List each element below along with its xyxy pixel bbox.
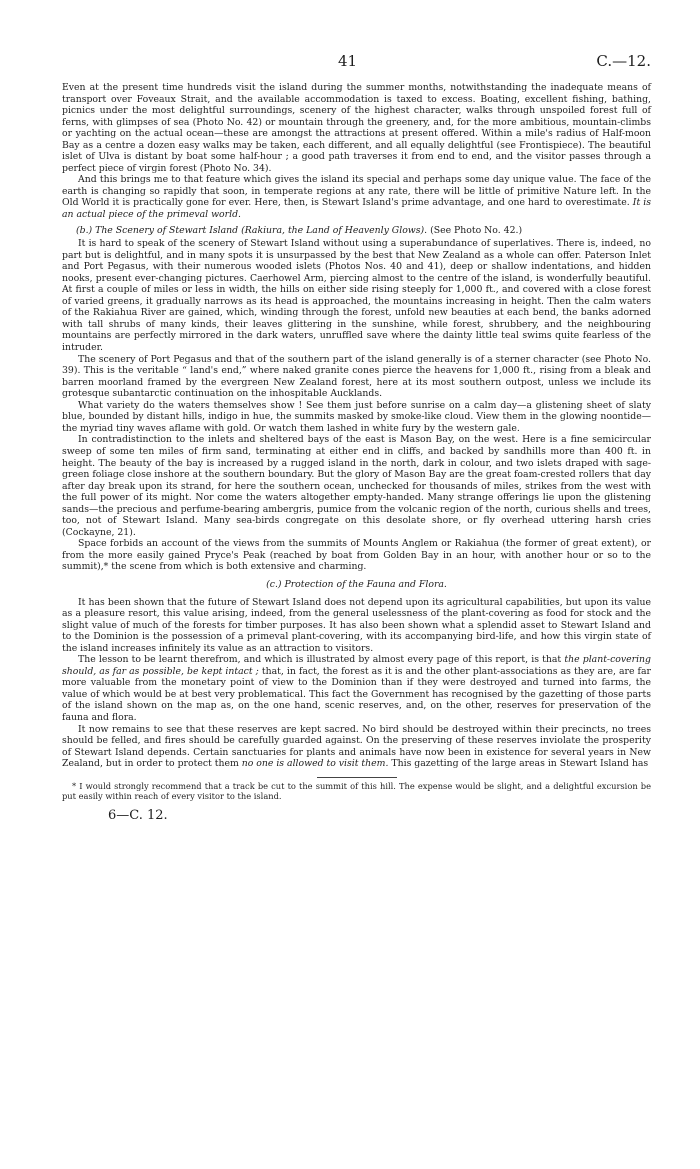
page-header [62,52,651,82]
paragraph-text: This gazetting of the large areas in Stewart Island has [391,758,649,770]
paragraph: The scenery of Port Pegasus and that of the southern part of the island generally is of a sterner character (see Photo No. 39). This is the veritable “ land's end,” where naked granite cones pierce the heavens for 1,000 ft., rising from a bleak and barren moorland framed by the evergreen New Zealand forest, here at its most southern outpost, unless we include its grotesque subantarctic continuation on the inhospitable Aucklands. [62,353,651,400]
footnote: * I would strongly recommend that a track be cut to the summit of this hill. The expense would be slight, and a delightful excursion be put easily within reach of every visitor to the island. [62,780,651,802]
paragraph [62,724,651,770]
paragraph: It has been shown that the future of Stewart Island does not depend upon its agricultural capabilities, but upon its value as a pleasure resort, this value arising, indeed, from the general uselessness of the plant-covering as food for stock and the slight value of much of the forests for timber purposes. It has also been shown what a splendid asset to Stewart Island and to the Dominion is the possession of a primeval plant-covering, with its accompanying bird-life, and how this virgin state of the island increases infinitely its value as an attraction to visitors. [62,596,651,654]
paragraph-text: The lesson to be learnt therefrom, and which is illustrated by almost every page of this report, is that [78,654,562,666]
section-heading-b [62,225,651,237]
footnote-divider [317,777,397,778]
italic-emphasis: no one is allowed to visit them. [241,758,389,770]
paragraph: In contradistinction to the inlets and sheltered bays of the east is Mason Bay, on the west. Here is a fine semicircular sweep of some ten miles of firm sand, terminating at either end in cliffs, and backed by sandhills more than 400 ft. in height. The beauty of the bay is increased by a rugged island in the north, dark in colour, and two islets draped with sage-green foliage close inshore at the southern boundary. But the glory of Mason Bay are the great foam-crested rollers that day after day break upon its strand, for here the southern ocean, unchecked for thousands of miles, strikes from the west with the full power of its might. Nor come the waters altogether empty-handed. Many strange offerings lie upon the glistening sands—the precious and perfume-bearing ambergris, pumice from the volcanic region of the north, curious shells and trees, too, not of Stewart Island. Many sea-birds congregate on this desolate shore, or fly overhead uttering harsh cries (Cockayne, 21). [62,434,651,538]
paragraph: What variety do the waters themselves show ! See them just before sunrise on a calm day—a glistening sheet of slaty blue, bounded by distant hills, indigo in hue, the summits masked by smoke-like cloud. View them in the glowing noontide—the myriad tiny waves aflame with gold. Or watch them lashed in white fury by the western gale. [62,399,651,434]
printer-signature: 6—C. 12. [108,807,168,823]
section-heading-title: (b.) The Scenery of Stewart Island (Rakiura, the Land of Heavenly Glows). [76,224,428,236]
paragraph-text: It now remains to see that these reserves are kept sacred. No bird should be destroyed within their precincts, no trees should be felled, and fires should be carefully guarded against. On the preserving of these reserves inviolate the prosperity of Stewart Island depends. Certain sanctuaries for plants and animals have now been in existence for several years in New Zealand, but in order to protect them [62,723,651,770]
paragraph [62,654,651,723]
document-reference: C.—12. [596,52,651,70]
paragraph [62,174,651,220]
paragraph: Space forbids an account of the views from the summits of Mounts Anglem or Rakiahua (the former of great extent), or from the more easily gained Pryce's Peak (reached by boat from Golden Bay in an hour, with another hour or so to the summit),* the scene from which is both extensive and charming. [62,538,651,573]
paragraph: It is hard to speak of the scenery of Stewart Island without using a superabundance of superlatives. There is, indeed, no part but is delightful, and in many spots it is unsurpassed by the best that New Zealand as a whole can offer. Paterson Inlet and Port Pegasus, with their numerous wooded islets (Photos Nos. 40 and 41), deep or shallow indentations, and hidden nooks, present ever-changing pictures. Caerhowel Arm, piercing almost to the centre of the island, is wonderfully beautiful. At first a couple of miles or less in width, the hills on either side rising steeply for 1,000 ft., and covered with a close forest of varied greens, it gradually narrows as its head is approached, the mountains increasing in height. Then the calm waters of the Rakiahua River are gained, which, winding through the forest, unfold new beauties at each bend, the banks adorned with tall shrubs of many kinds, their leaves glittering in the sunshine, while forest, shrubbery, and the neighbouring mountains are perfectly mirrored in the dark waters, unruffled save where the dainty little teal swims quite fearless of the intruder. [62,238,651,354]
body-text [62,82,651,770]
paragraph: Even at the present time hundreds visit the island during the summer months, notwithstanding the inadequate means of transport over Foveaux Strait, and the available accommodation is taxed to excess. Boating, excellent fishing, bathing, picnics under the most delightful surroundings, scenery of the highest character, walks through unspoiled forest full of ferns, with glimpses of sea (Photo No. 42) or mountain through the greenery, and, for the more ambitious, mountain-climbs or yachting on the actual ocean—these are amongst the attractions at present offered. Within a mile's radius of Half-moon Bay as a centre a dozen easy walks may be taken, each different, and all equally delightful (see Frontispiece). The beautiful islet of Ulva is distant by boat some half-hour ; a good path traverses it from end to end, and the visitor passes through a perfect piece of virgin forest (Photo No. 34). [62,82,651,174]
section-heading-note: (See Photo No. 42.) [430,224,523,236]
italic-emphasis: It is an actual piece of the primeval world. [62,197,651,221]
paragraph-text: And this brings me to that feature which gives the island its special and perhaps some day unique value. The face of the earth is changing so rapidly that soon, in temperate regions at any rate, there will be little of primitive Nature left. In the Old World it is practically gone for ever. Here, then, is Stewart Island's prime advantage, and one hard to overestimate. [62,174,651,209]
italic-emphasis: the plant-covering should, as far as possible, be kept intact ; [62,654,651,677]
section-heading-c: (c.) Protection of the Fauna and Flora. [266,578,447,590]
document-page [62,52,651,1162]
paragraph-text: that, in fact, the forest as it is and the other plant-associations as they are, are far more valuable from the monetary point of view to the Dominion than if they were destroyed and turned into farms, the value of which would be at best very problematical. This fact the Government has recognised by the gazetting of those parts of the island shown on the map as, on the one hand, scenic reserves, and, on the other, reserves for preservation of the fauna and flora. [62,665,651,723]
page-number: 41 [338,52,358,70]
